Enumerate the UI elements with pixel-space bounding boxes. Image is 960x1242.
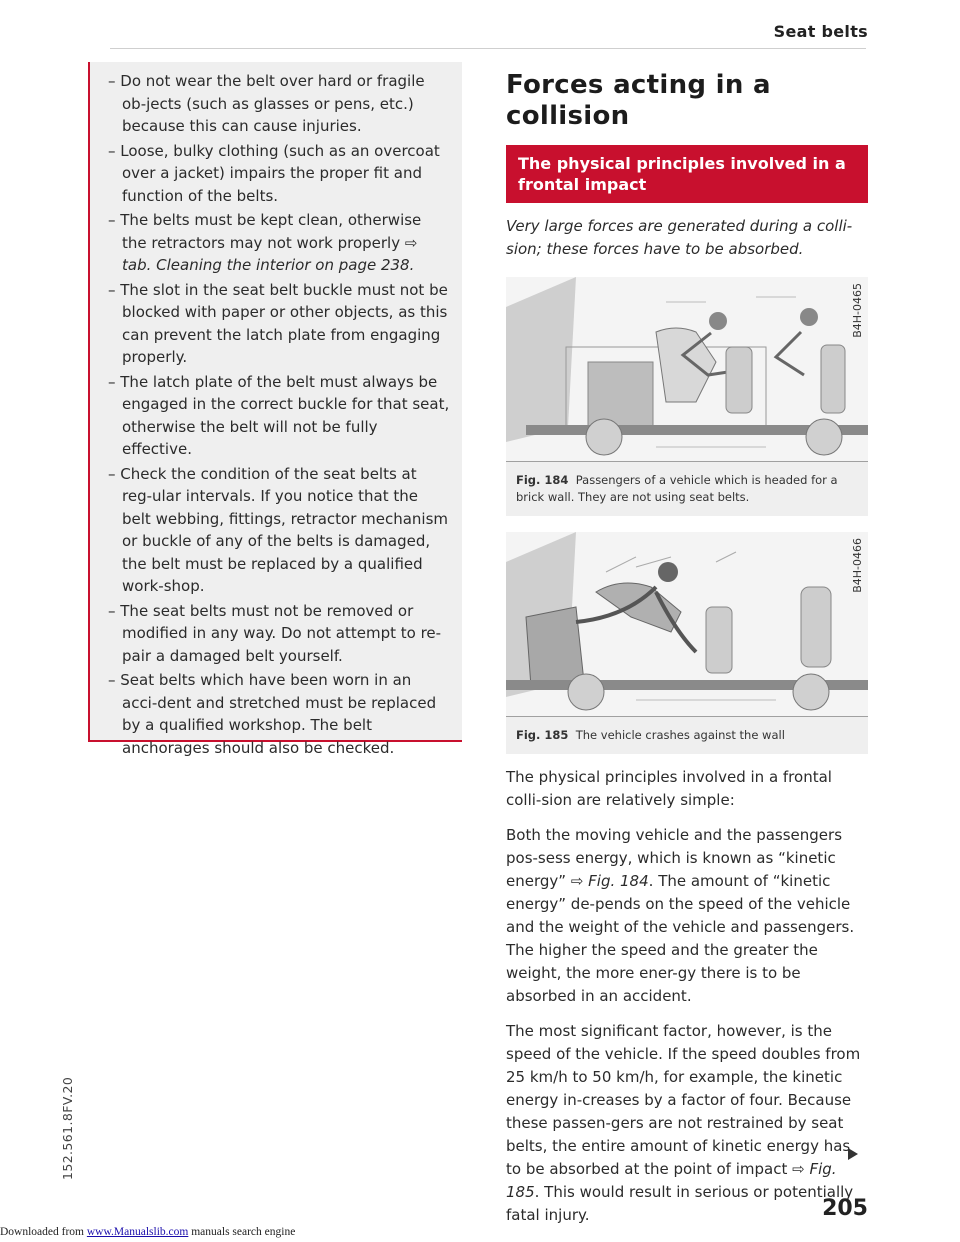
subsection-heading: The physical principles involved in a frontal impact <box>506 145 868 203</box>
warning-list <box>88 62 462 759</box>
warning-item: – The latch plate of the belt must always be engaged in the correct buckle for that seat, otherwise the belt will not be fully effective. <box>108 372 450 458</box>
warning-item: – Do not wear the belt over hard or fragile ob-jects (such as glasses or pens, etc.) because this can cause injuries. <box>108 72 425 135</box>
footer-suffix: manuals search engine <box>188 1226 296 1238</box>
body-text <box>506 766 868 1227</box>
paragraph-text: . The amount of “kinetic energy” de-pends on the speed of the vehicle and the weight of the vehicle and passengers. The higher the speed and the greater the weight, the more ener-gy there is to be absorbed in an accident. <box>506 872 855 1005</box>
page-number: 205 <box>822 1196 868 1221</box>
warning-box <box>88 62 462 757</box>
paragraph-text: Both the moving vehicle and the passengers pos-sess energy, which is known as “kinetic energy” <box>506 826 843 890</box>
document-code: 152.561.8FV.20 <box>60 1076 75 1180</box>
warning-item <box>108 209 450 277</box>
header-rule <box>110 48 866 49</box>
warning-item: – The seat belts must not be removed or modified in any way. Do not attempt to re-pair a damaged belt yourself. <box>108 601 442 665</box>
download-footer <box>0 1226 295 1238</box>
cross-reference-link[interactable]: ⇨ tab. Cleaning the interior on page 238. <box>122 233 418 274</box>
figure-caption <box>506 717 868 754</box>
figure-code: B4H-0466 <box>851 538 864 593</box>
manualslib-link[interactable]: www.Manualslib.com <box>86 1226 189 1238</box>
warning-item: – Seat belts which have been worn in an acci-dent and stretched must be replaced by a qualified workshop. The belt anchorages should also be checked. <box>108 671 437 757</box>
footer-prefix: Downloaded from <box>0 1226 87 1238</box>
page-title: Forces acting in a collision <box>506 70 771 131</box>
car-crash-illustration <box>506 532 868 716</box>
figure-185-illustration <box>506 532 868 717</box>
paragraph-text: . This would result in serious or potentially fatal injury. <box>506 1183 854 1224</box>
intro-text: Very large forces are generated during a colli-sion; these forces have to be absorbed. <box>506 217 853 258</box>
warning-text: – The belts must be kept clean, otherwise the retractors may not work properly <box>108 211 422 252</box>
main-column <box>506 70 868 1227</box>
warning-item: – Check the condition of the seat belts at reg-ular intervals. If you notice that the belt webbing, fittings, retractor mechanism or buckle of any of the belts is damaged, the belt must be replaced by a qualified work-shop. <box>108 464 449 595</box>
section-header: Seat belts <box>773 22 868 41</box>
figure-184 <box>506 277 868 516</box>
car-driving-illustration <box>506 277 868 461</box>
paragraph-text: The most significant factor, however, is the speed of the vehicle. If the speed doubles from 25 km/h to 50 km/h, for example, the kinetic energy in-creases by a factor of four. Because these passen-gers are not restrained by seat belts, the entire amount of kinetic energy has to be absorbed at the point of impact <box>506 1022 861 1178</box>
figure-label: Fig. 184 <box>516 473 569 487</box>
continue-arrow-icon <box>848 1148 858 1160</box>
warning-item: – The slot in the seat belt buckle must not be blocked with paper or other objects, as this can prevent the latch plate from engaging properly. <box>108 280 448 366</box>
paragraph: The physical principles involved in a frontal colli-sion are relatively simple: <box>506 768 832 809</box>
figure-184-illustration <box>506 277 868 462</box>
caption-text: Passengers of a vehicle which is headed for a brick wall. They are not using seat belts. <box>516 473 838 504</box>
caption-text: The vehicle crashes against the wall <box>575 728 785 742</box>
figure-caption <box>506 462 868 516</box>
warning-item: – Loose, bulky clothing (such as an overcoat over a jacket) impairs the proper fit and function of the belts. <box>108 141 440 205</box>
figure-reference-link[interactable]: ⇨ Fig. 184 <box>570 872 649 890</box>
figure-label: Fig. 185 <box>516 728 569 742</box>
figure-185 <box>506 532 868 754</box>
paragraph <box>506 824 868 1008</box>
paragraph <box>506 1020 868 1227</box>
figure-reference-link[interactable]: ⇨ Fig. 185 <box>506 1160 837 1201</box>
figure-code: B4H-0465 <box>851 283 864 338</box>
